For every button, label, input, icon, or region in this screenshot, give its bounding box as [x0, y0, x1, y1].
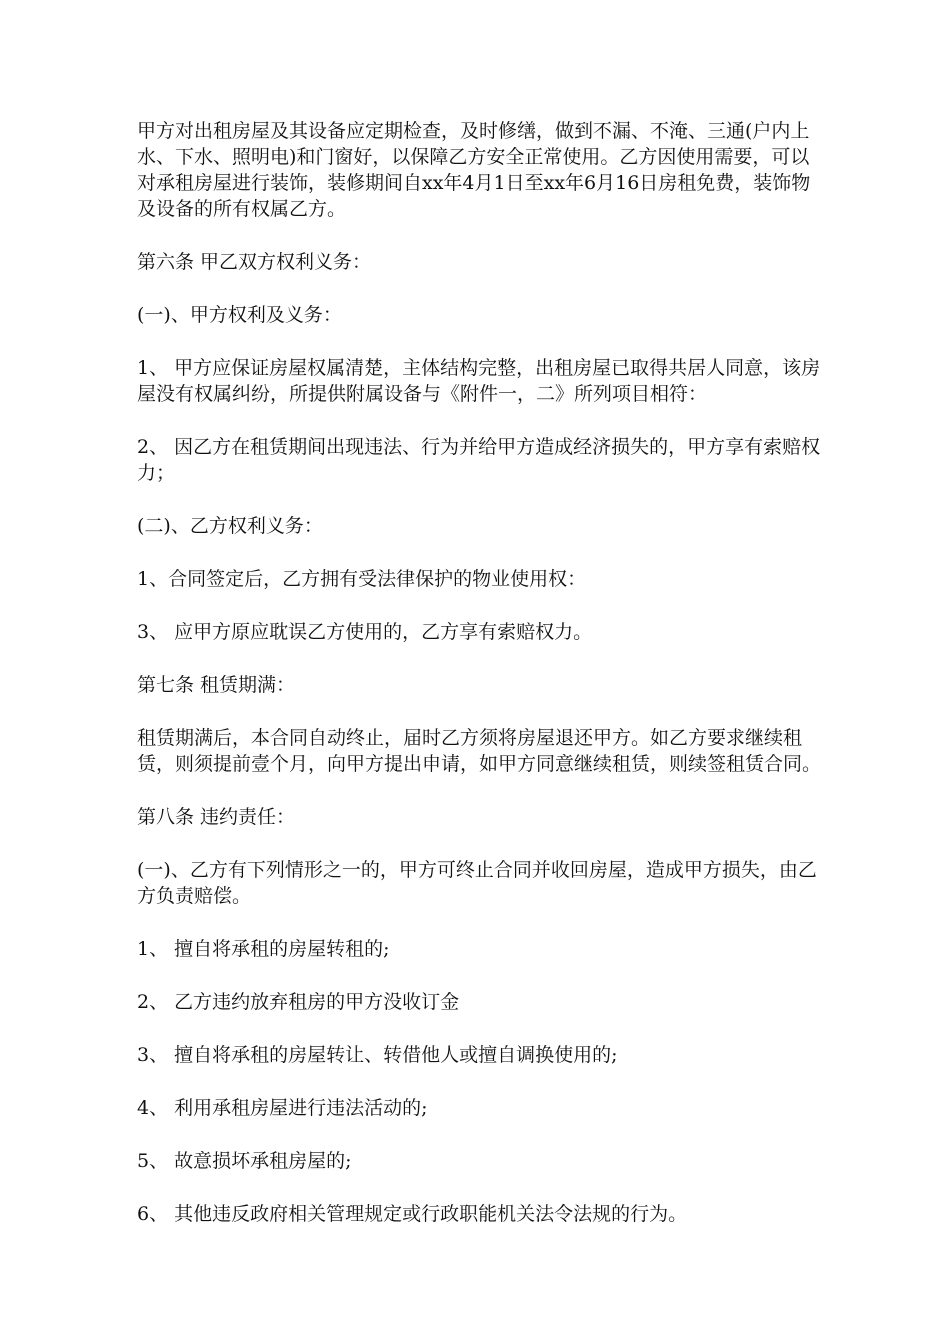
breach-intro-paragraph: (一)、乙方有下列情形之一的，甲方可终止合同并收回房屋，造成甲方损失，由乙方负责赔偿。 [137, 859, 817, 907]
article-8-heading: 第八条 违约责任： [137, 806, 296, 828]
paragraph-maintenance: 甲方对出租房屋及其设备应定期检查，及时修缮，做到不漏、不淹、三通(户内上水、下水、照明电)和门窗好，以保障乙方安全正常使用。乙方因使用需要，可以对承租房屋进行装饰，装修期间自xx年4月1日至xx年6月16日房租免费，装饰物及设备的所有权属乙方。 [137, 120, 811, 220]
breach-item-5: 5、 故意损坏承租房屋的; [137, 1150, 352, 1172]
section-party-a-heading: (一)、甲方权利及义务： [137, 304, 342, 326]
party-b-item-3: 3、 应甲方原应耽误乙方使用的，乙方享有索赔权力。 [137, 621, 593, 643]
breach-item-1: 1、 擅自将承租的房屋转租的; [137, 938, 390, 960]
lease-expiry-paragraph: 租赁期满后，本合同自动终止，届时乙方须将房屋退还甲方。如乙方要求继续租赁，则须提前壹个月，向甲方提出申请，如甲方同意继续租赁，则续签租赁合同。 [137, 727, 822, 775]
section-party-b-heading: (二)、乙方权利义务： [137, 515, 323, 537]
party-a-item-1: 1、 甲方应保证房屋权属清楚，主体结构完整，出租房屋已取得共居人同意，该房屋没有权属纠纷，所提供附属设备与《附件一，二》所列项目相符： [137, 357, 821, 405]
breach-item-2: 2、 乙方违约放弃租房的甲方没收订金 [137, 991, 460, 1013]
breach-item-6: 6、 其他违反政府相关管理规定或行政职能机关法令法规的行为。 [137, 1203, 688, 1225]
article-6-heading: 第六条 甲乙双方权利义务： [137, 251, 372, 273]
article-7-heading: 第七条 租赁期满： [137, 674, 296, 696]
party-b-item-1: 1、合同签定后，乙方拥有受法律保护的物业使用权： [137, 568, 587, 590]
party-a-item-2: 2、 因乙方在租赁期间出现违法、行为并给甲方造成经济损失的，甲方享有索赔权力； [137, 436, 821, 484]
breach-item-4: 4、 利用承租房屋进行违法活动的; [137, 1097, 428, 1119]
document-body [137, 118, 827, 1254]
breach-item-3: 3、 擅自将承租的房屋转让、转借他人或擅自调换使用的; [137, 1044, 618, 1066]
